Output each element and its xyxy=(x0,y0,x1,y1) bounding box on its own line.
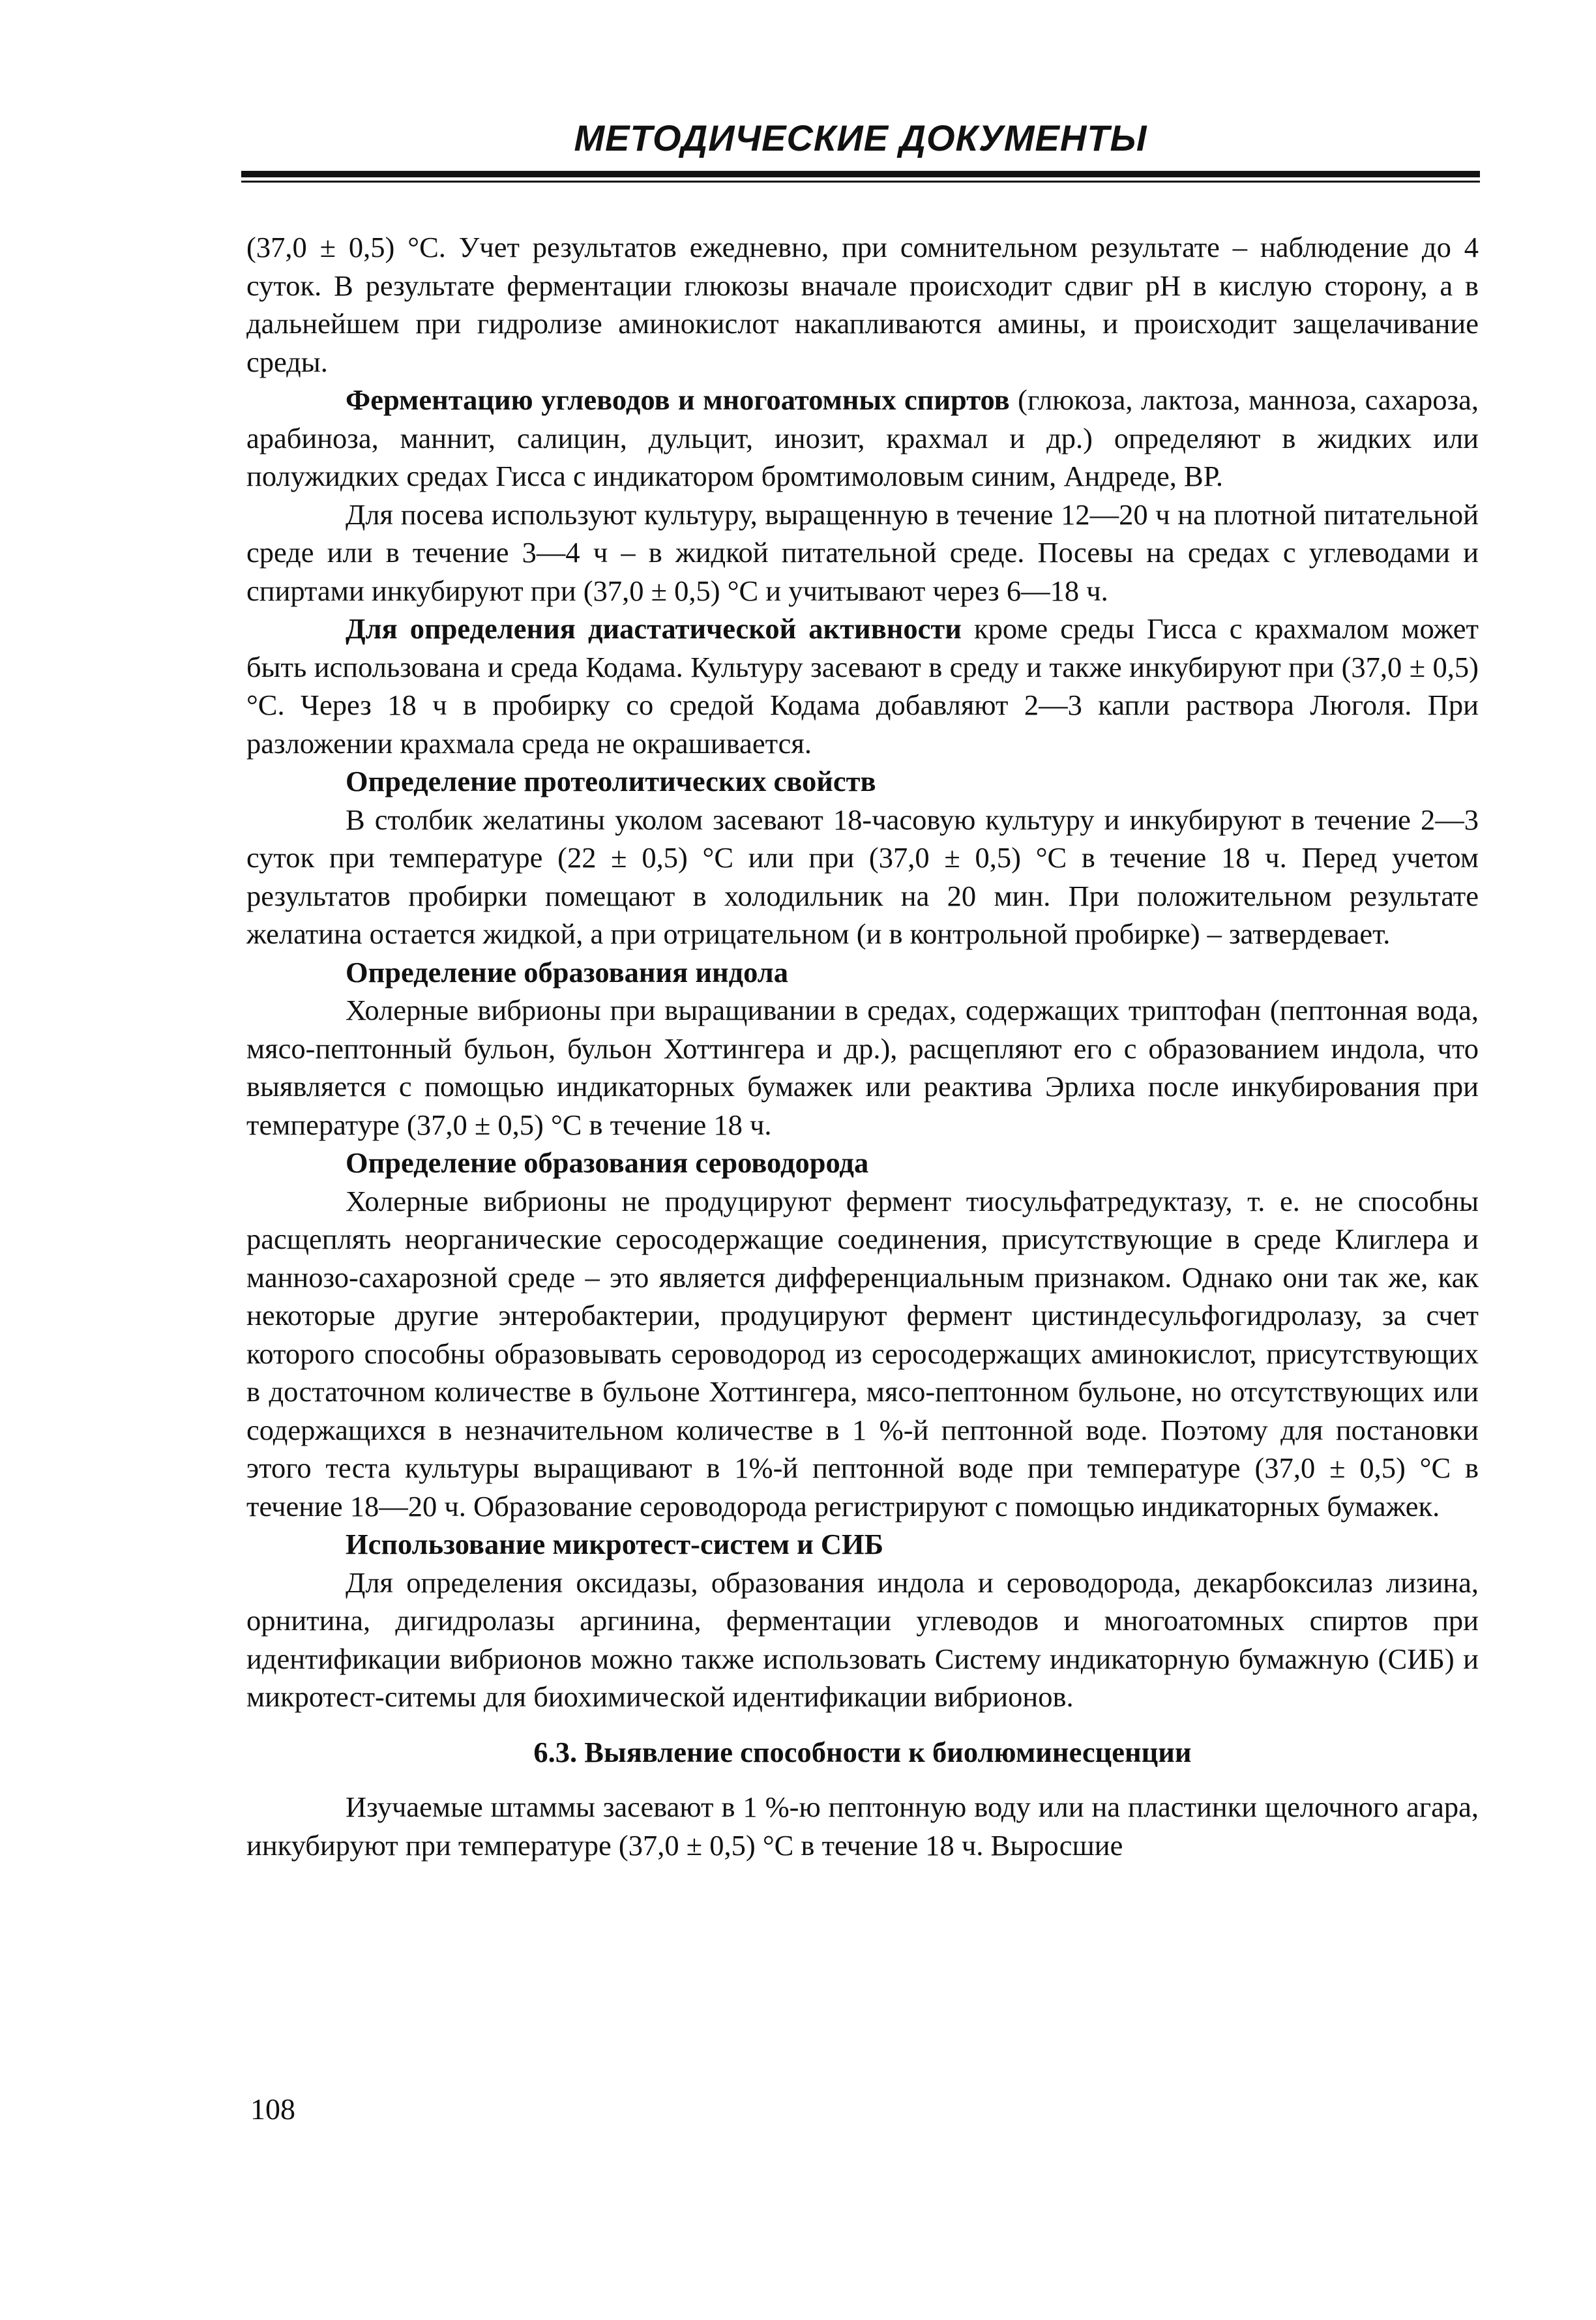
paragraph-text: (глюкоза, лактоза, манноза, сахароза, арабиноза, маннит, салицин, дульцит, инозит, крахмал и др.) определяют в жидких или полужидких средах Гисса с индикатором бромтимоловым синим, Андреде, ВР. xyxy=(246,383,1479,492)
running-header-title: МЕТОДИЧЕСКИЕ ДОКУМЕНТЫ xyxy=(574,117,1147,158)
paragraph-microtest-systems: Для определения оксидазы, образования индола и сероводорода, декарбоксилаз лизина, орнитина, дигидролазы аргинина, ферментации углеводов и многоатомных спиртов при идентификации вибрионов можно также использовать Систему индикаторную бумажную (СИБ) и микротест-ситемы для биохимической идентификации вибрионов. xyxy=(246,1566,1479,1713)
subheading-indole: Определение образования индола xyxy=(346,955,788,989)
paragraph-hydrogen-sulfide: Холерные вибрионы не продуцируют фермент тиосульфатредуктазу, т. е. не способны расщеплять неорганические серосодержащие соединения, присутствующие в среде Клиглера и маннозо-сахарозной среде – это является дифференциальным признаком. Однако они так же, как некоторые другие энтеробактерии, продуцируют фермент цистиндесульфогидролазу, за счет которого способны образовывать сероводород из серосодержащих аминокислот, присутствующих в достаточном количестве в бульоне Хоттингера, мясо-пептонном бульоне, но отсутствующих или содержащихся в незначительном количестве в 1 %-й пептонной воде. Поэтому для постановки этого теста культуры выращивают в 1%-й пептонной воде при температуре (37,0 ± 0,5) °С в течение 18—20 ч. Образование сероводорода регистрируют с помощью индикаторных бумажек. xyxy=(246,1184,1479,1523)
subheading-microtest-systems: Использование микротест-систем и СИБ xyxy=(346,1528,884,1560)
subheading-hydrogen-sulfide: Определение образования сероводорода xyxy=(346,1146,869,1179)
section-heading: 6.3. Выявление способности к биолюминесценции xyxy=(533,1735,1192,1768)
header-rule-thin xyxy=(241,181,1480,183)
page-body xyxy=(246,228,1479,1864)
paragraph-bioluminescence: Изучаемые штаммы засевают в 1 %-ю пептонную воду или на пластинки щелочного агара, инкубируют при температуре (37,0 ± 0,5) °С в течение 18 ч. Выросшие xyxy=(246,1791,1479,1862)
paragraph-text: кроме среды Гисса с крахмалом может быть использована и среда Кодама. Культуру засевают в среду и также инкубируют при (37,0 ± 0,5) °С. Через 18 ч в пробирку со средой Кодама добавляют 2—3 капли раствора Люголя. При разложении крахмала среда не окрашивается. xyxy=(246,612,1479,760)
header-rule-thick xyxy=(241,171,1480,177)
paragraph-inoculation: Для посева используют культуру, выращенную в течение 12—20 ч на плотной питательной среде или в течение 3—4 ч – в жидкой питательной среде. Посевы на средах с углеводами и спиртами инкубируют при (37,0 ± 0,5) °С и учитывают через 6—18 ч. xyxy=(246,498,1479,607)
paragraph-diastatic-activity xyxy=(246,610,1479,762)
run-in-heading: Для определения диастатической активности xyxy=(346,612,962,645)
subheading-proteolytic: Определение протеолитических свойств xyxy=(346,765,876,797)
paragraph-continuation: (37,0 ± 0,5) °С. Учет результатов ежедневно, при сомнительном результате – наблюдение до 4 суток. В результате ферментации глюкозы вначале происходит сдвиг pH в кислую сторону, а в дальнейшем при гидролизе аминокислот накапливаются амины, и происходит защелачивание среды. xyxy=(246,231,1479,378)
paragraph-carbohydrate-fermentation xyxy=(246,381,1479,496)
paragraph-indole: Холерные вибрионы при выращивании в средах, содержащих триптофан (пептонная вода, мясо-пептонный бульон, бульон Хоттингера и др.), расщепляют его с образованием индола, что выявляется с помощью индикаторных бумажек или реактива Эрлиха после инкубирования при температуре (37,0 ± 0,5) °С в течение 18 ч. xyxy=(246,994,1479,1141)
paragraph-gelatin: В столбик желатины уколом засевают 18-часовую культуру и инкубируют в течение 2—3 суток при температуре (22 ± 0,5) °С или при (37,0 ± 0,5) °С в течение 18 ч. Перед учетом результатов пробирки помещают в холодильник на 20 мин. При положительном результате желатина остается жидкой, а при отрицательном (и в контрольной пробирке) – затвердевает. xyxy=(246,803,1479,950)
page-number: 108 xyxy=(250,2092,295,2126)
run-in-heading: Ферментацию углеводов и многоатомных спиртов xyxy=(346,383,1010,416)
